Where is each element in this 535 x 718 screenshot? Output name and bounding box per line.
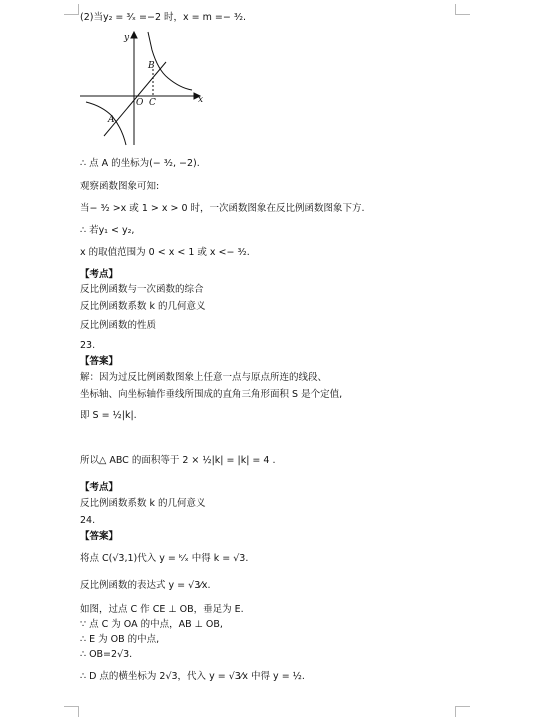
text-line: 所以△ ABC 的面积等于 2 × ½|k| = |k| = 4 . bbox=[80, 455, 276, 466]
function-graph bbox=[80, 30, 205, 150]
section-heading: 【考点】 bbox=[80, 482, 119, 493]
corner-mark-top-left bbox=[64, 4, 79, 15]
text-line: ∵ 点 C 为 OA 的中点，AB ⊥ OB, bbox=[80, 619, 223, 630]
point-c-label: C bbox=[149, 98, 156, 108]
text-line: 观察函数图象可知: bbox=[80, 181, 160, 192]
text-line: (2)当y₂ = ³⁄ₓ =−2 时，x = m =− ³⁄₂. bbox=[80, 12, 247, 23]
text-line: 反比例函数的表达式 y = √3⁄x. bbox=[80, 580, 211, 591]
text-line: ∴ 若y₁ < y₂, bbox=[80, 225, 135, 236]
text-line: ∴ OB=2√3. bbox=[80, 649, 133, 660]
y-axis-label: y bbox=[124, 33, 130, 43]
point-b-label: B bbox=[148, 61, 155, 71]
text-line: 反比例函数系数 k 的几何意义 bbox=[80, 301, 206, 312]
text-line: 即 S = ½|k|. bbox=[80, 410, 137, 421]
text-line: ∴ E 为 OB 的中点, bbox=[80, 634, 160, 645]
text-line: 反比例函数的性质 bbox=[80, 320, 157, 331]
x-axis-label: x bbox=[198, 95, 204, 105]
section-heading: 【答案】 bbox=[80, 531, 119, 542]
text-line: 将点 C(√3,1)代入 y = ᵏ⁄ₓ 中得 k = √3. bbox=[80, 553, 249, 564]
section-heading: 【答案】 bbox=[80, 356, 119, 367]
corner-mark-top-right bbox=[455, 4, 470, 15]
point-a-label: A bbox=[108, 115, 115, 125]
text-line: x 的取值范围为 0 < x < 1 或 x <− ³⁄₂. bbox=[80, 247, 250, 258]
corner-mark-bottom-left bbox=[64, 706, 79, 717]
section-heading: 【考点】 bbox=[80, 269, 119, 280]
text-line: 反比例函数系数 k 的几何意义 bbox=[80, 498, 206, 509]
question-number: 24. bbox=[80, 515, 96, 526]
question-number: 23. bbox=[80, 340, 96, 351]
text-line: 坐标轴、向坐标轴作垂线所围成的直角三角形面积 S 是个定值, bbox=[80, 389, 343, 400]
text-line: ∴ D 点的横坐标为 2√3，代入 y = √3⁄x 中得 y = ½. bbox=[80, 671, 305, 682]
y-axis-arrow bbox=[131, 32, 137, 38]
text-line: 如图，过点 C 作 CE ⊥ OB，垂足为 E. bbox=[80, 604, 244, 615]
corner-mark-bottom-right bbox=[455, 706, 470, 717]
origin-label: O bbox=[136, 98, 144, 108]
text-line: ∴ 点 A 的坐标为(− ³⁄₂, −2). bbox=[80, 158, 200, 169]
hyperbola-lower-branch bbox=[86, 102, 126, 145]
text-line: 当− ³⁄₂ >x 或 1 > x > 0 时，一次函数图象在反比例函数图象下方. bbox=[80, 203, 365, 214]
text-line: 反比例函数与一次函数的综合 bbox=[80, 284, 204, 295]
text-line: 解：因为过反比例函数图象上任意一点与原点所连的线段、 bbox=[80, 372, 328, 383]
